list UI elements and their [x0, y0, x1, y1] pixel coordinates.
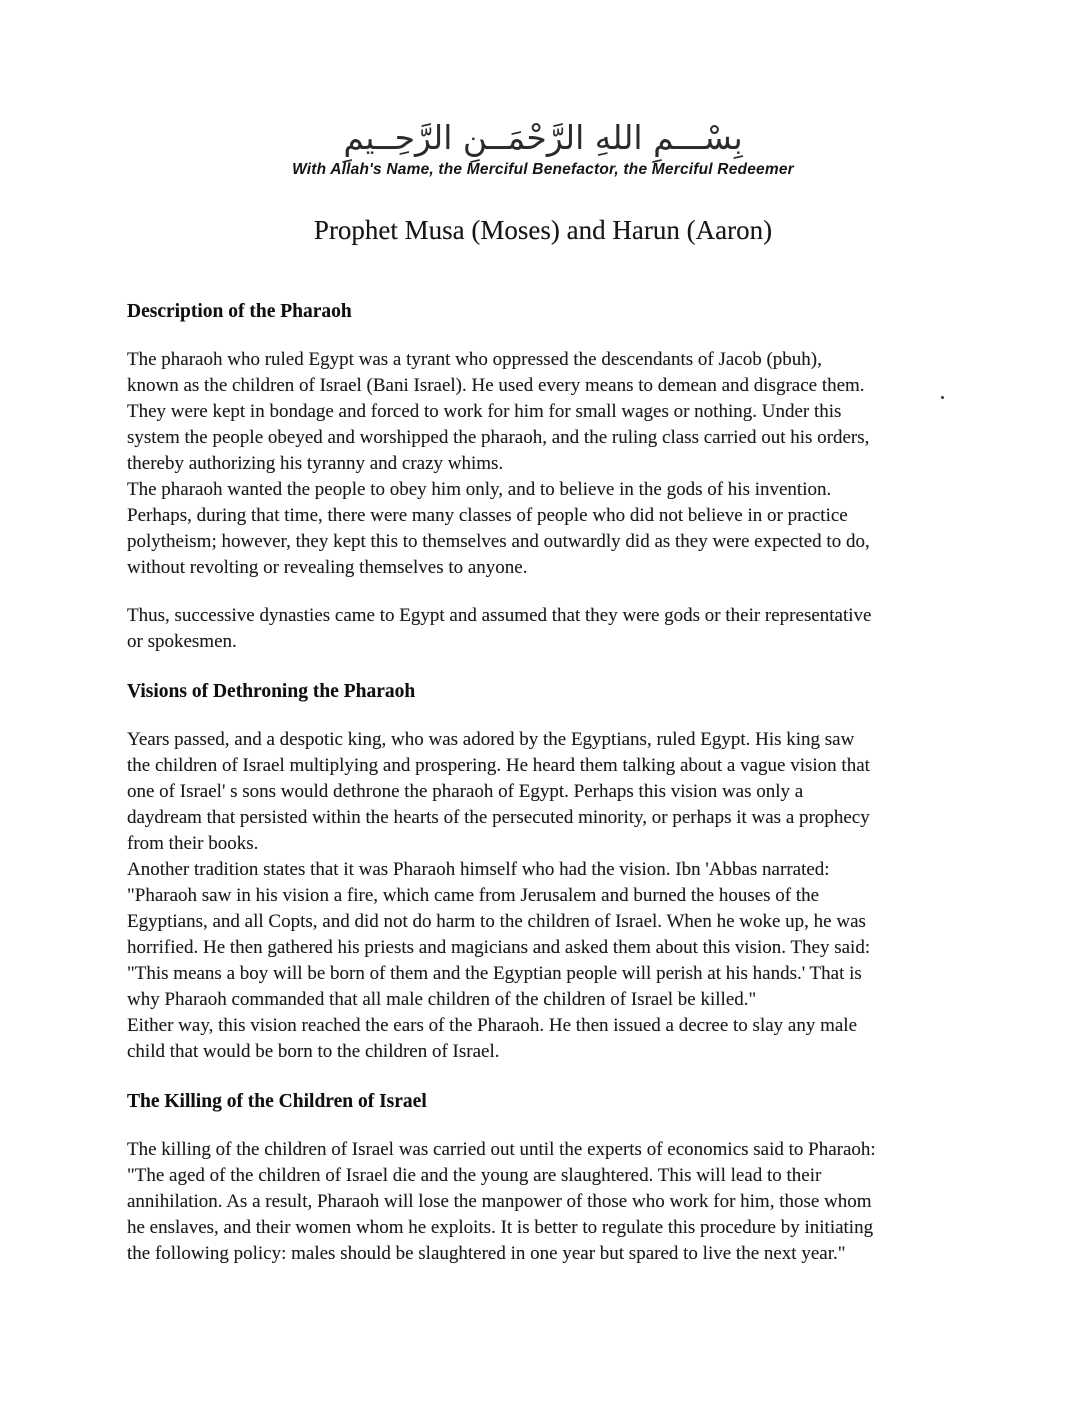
text-line: child that would be born to the children of Israel. — [127, 1041, 500, 1063]
page-title: Prophet Musa (Moses) and Harun (Aaron) — [313, 215, 773, 246]
text-line: he enslaves, and their women whom he exploits. It is better to regulate this procedure by initiating — [127, 1217, 874, 1239]
section-body — [127, 1137, 959, 1267]
text-line: Egyptians, and all Copts, and did not do harm to the children of Israel. When he woke up, he was — [127, 911, 866, 933]
text-line: "Pharaoh saw in his vision a fire, which came from Jerusalem and burned the houses of the — [127, 885, 820, 907]
paragraph — [127, 347, 959, 581]
section-heading: Visions of Dethroning the Pharaoh — [127, 681, 416, 703]
document-section — [127, 299, 959, 655]
text-line: The pharaoh who ruled Egypt was a tyrant who oppressed the descendants of Jacob (pbuh), — [127, 349, 822, 371]
document-section — [127, 1089, 959, 1267]
document-section — [127, 679, 959, 1065]
text-line: without revolting or revealing themselves to anyone. — [127, 557, 528, 579]
document-header — [0, 0, 1086, 246]
text-line: from their books. — [127, 833, 259, 855]
text-line: Years passed, and a despotic king, who was adored by the Egyptians, ruled Egypt. His king saw — [127, 729, 855, 751]
text-line: known as the children of Israel (Bani Israel). He used every means to demean and disgrace them. — [127, 375, 865, 397]
text-line: one of Israel' s sons would dethrone the pharaoh of Egypt. Perhaps this vision was only a — [127, 781, 804, 803]
paragraph — [127, 603, 959, 655]
text-line: Thus, successive dynasties came to Egypt and assumed that they were gods or their representative — [127, 605, 872, 627]
text-line: Perhaps, during that time, there were many classes of people who did not believe in or practice — [127, 505, 848, 527]
text-line: the children of Israel multiplying and prospering. He heard them talking about a vague vision that — [127, 755, 870, 777]
text-line: Another tradition states that it was Pharaoh himself who had the vision. Ibn 'Abbas narrated: — [127, 859, 830, 881]
bismillah-translation: With Allah's Name, the Merciful Benefactor, the Merciful Redeemer — [292, 161, 794, 179]
text-line: Either way, this vision reached the ears of the Pharaoh. He then issued a decree to slay any male — [127, 1015, 858, 1037]
text-line: annihilation. As a result, Pharaoh will lose the manpower of those who work for him, those whom — [127, 1191, 872, 1213]
text-line: The killing of the children of Israel was carried out until the experts of economics said to Pharaoh: — [127, 1139, 876, 1161]
text-line: why Pharaoh commanded that all male children of the children of Israel be killed." — [127, 989, 757, 1011]
section-heading: Description of the Pharaoh — [127, 301, 352, 323]
section-body — [127, 727, 959, 1065]
text-line: the following policy: males should be slaughtered in one year but spared to live the next year." — [127, 1243, 846, 1265]
paragraph — [127, 727, 959, 1065]
text-line: "The aged of the children of Israel die and the young are slaughtered. This will lead to their — [127, 1165, 822, 1187]
text-line: "This means a boy will be born of them and the Egyptian people will perish at his hands.' That is — [127, 963, 862, 985]
text-line: or spokesmen. — [127, 631, 237, 653]
text-line: daydream that persisted within the hearts of the persecuted minority, or perhaps it was a prophecy — [127, 807, 870, 829]
section-heading: The Killing of the Children of Israel — [127, 1091, 427, 1113]
document-body — [0, 246, 1086, 1267]
section-body — [127, 347, 959, 655]
text-line: They were kept in bondage and forced to work for him for small wages or nothing. Under this — [127, 401, 842, 423]
bismillah-calligraphy: بِسْـــمِ اللهِ الرَّحْمَــنِ الرَّحِــيمِ — [343, 118, 743, 157]
text-line: system the people obeyed and worshipped the pharaoh, and the ruling class carried out his orders, — [127, 427, 870, 449]
text-line: The pharaoh wanted the people to obey him only, and to believe in the gods of his invention. — [127, 479, 832, 501]
text-line: horrified. He then gathered his priests and magicians and asked them about this vision. They said: — [127, 937, 871, 959]
text-line: thereby authorizing his tyranny and crazy whims. — [127, 453, 504, 475]
scan-artifact-speck — [941, 396, 944, 399]
text-line: polytheism; however, they kept this to themselves and outwardly did as they were expected to do, — [127, 531, 870, 553]
paragraph — [127, 1137, 959, 1267]
